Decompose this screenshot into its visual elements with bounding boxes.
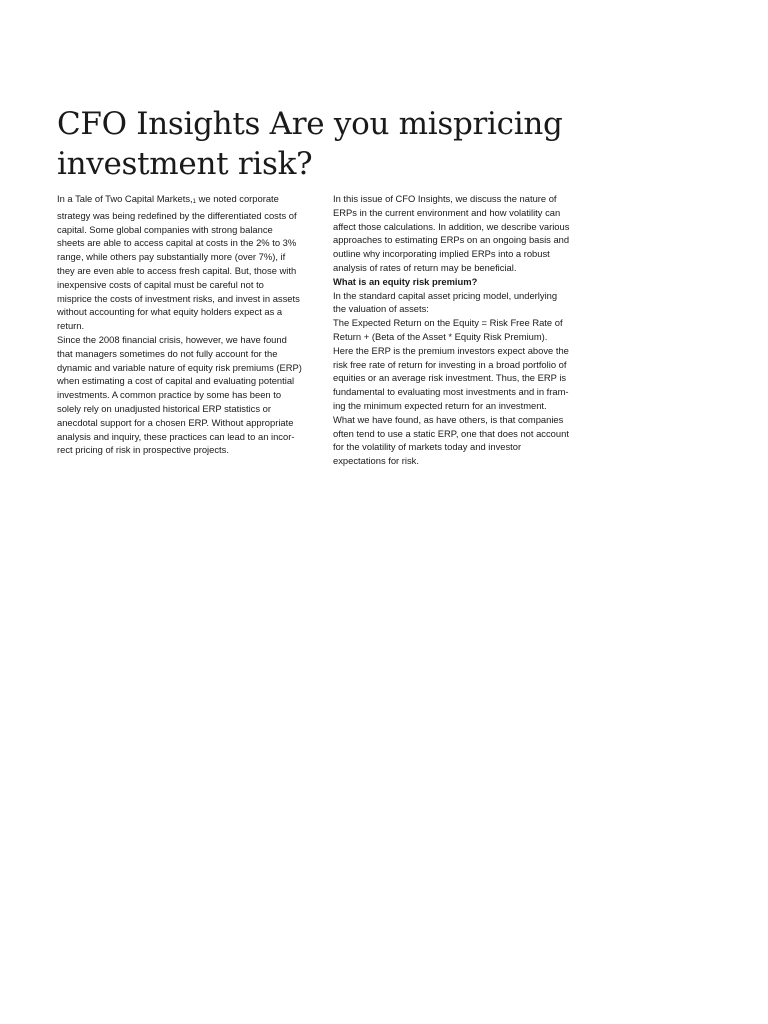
right-column [333, 192, 595, 468]
footnote-reference: 1 [192, 199, 196, 205]
right-paragraph-1: In this issue of CFO Insights, we discuss the nature of ERPs in the current environment and how volatility can affect those calculations. In addition, we describe various approaches to estimating ERPs on an ongoing basis and outline why incorporating implied ERPs into a robust analysis of rates of return may be beneficial. [333, 193, 570, 273]
left-paragraph-1-start: In a Tale of Two Capital Markets, [57, 193, 193, 204]
section-heading: What is an equity risk premium? [333, 275, 478, 287]
left-paragraph-1-rest: we noted corporate strategy was being redefined by the differentiated costs of capital. Some global companies with strong balance sheets are able to access capital at costs in the 2% to 3% range, while others pay substantially more (over 7%), if they are even able to access fresh capital. But, those with inexpensive costs of capital must be careful not to misprice the costs of investment risks, and invest in assets without accounting for what equity holders expect as a return. [57, 193, 300, 332]
right-paragraph-5: What we have found, as have others, is that companies often tend to use a static ERP, one that does not account for the volatility of markets today and investor expectations for risk. [333, 413, 569, 467]
right-paragraph-3: The Expected Return on the Equity = Risk Free Rate of Return + (Beta of the Asset * Equity Risk Premium). [333, 317, 563, 342]
page-title: CFO Insights Are you mispricing investment risk? [57, 106, 563, 182]
left-paragraph-2: Since the 2008 financial crisis, however, we have found that managers sometimes do not fully account for the dynamic and variable nature of equity risk premiums (ERP) when estimating a cost of capital and evaluating potential investments. A common practice by some has been to solely rely on unadjusted historical ERP statistics or anecdotal support for a chosen ERP. Without appropriate analysis and inquiry, these practices can lead to an incor- rect pricing of risk in prospective projects. [57, 333, 302, 456]
right-paragraph-2: In the standard capital asset pricing model, underlying the valuation of assets: [333, 289, 558, 315]
left-column [57, 192, 319, 457]
left-paragraph-1 [57, 192, 319, 333]
right-paragraph-4: Here the ERP is the premium investors expect above the risk free rate of return for investing in a broad portfolio of equities or an average risk investment. Thus, the ERP is fundamental to evaluating most investments and in fram- ing the minimum expected return for an investment. [333, 344, 569, 411]
